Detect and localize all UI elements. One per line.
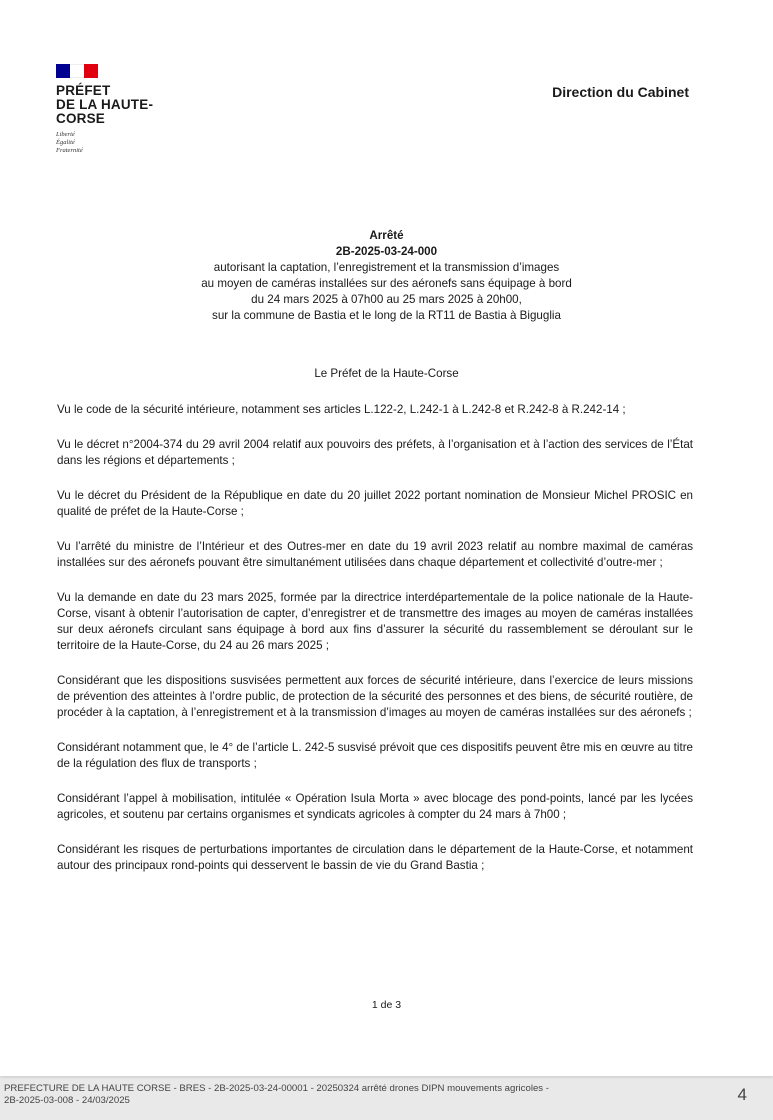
decree-body [57,402,693,893]
decree-subtitle-line: autorisant la captation, l’enregistrement et la transmission d’images [213,261,560,274]
paragraph: Considérant l’appel à mobilisation, intitulée « Opération Isula Morta » avec blocage des pond-points, lancé par les lycées agricoles, et soutenu par certains organismes et syndicats agricoles à compter du 24 mars à 7h00 ; [57,792,693,821]
prefecture-name: PRÉFET DE LA HAUTE- CORSE [56,83,154,126]
paragraph: Vu l’arrêté du ministre de l’Intérieur et des Outres-mer en date du 19 avril 2023 relatif au nombre maximal de caméras installées sur des aéronefs pouvant être simultanément utilisées dans chaque département et collectivité d’outre-mer ; [57,540,693,569]
authority-line: Le Préfet de la Haute-Corse [314,367,459,380]
paragraph: Vu le décret du Président de la République en date du 20 juillet 2022 portant nomination de Monsieur Michel PROSIC en qualité de préfet de la Haute-Corse ; [57,489,693,518]
decree-title: Arrêté [369,229,404,242]
decree-subtitle-line: du 24 mars 2025 à 07h00 au 25 mars 2025 à 20h00, [251,293,522,306]
decree-subtitle-line: au moyen de caméras installées sur des aéronefs sans équipage à bord [201,277,572,290]
republic-motto: Liberté Égalité Fraternité [56,131,83,154]
paragraph: Vu le code de la sécurité intérieure, notamment ses articles L.122-2, L.242-1 à L.242-8 et R.242-8 à R.242-14 ; [57,403,626,416]
page-number: 1 de 3 [371,999,402,1011]
decree-subtitle-line: sur la commune de Bastia et le long de la RT11 de Bastia à Biguglia [212,309,561,322]
document-footer: PREFECTURE DE LA HAUTE CORSE - BRES - 2B-2025-03-24-00001 - 20250324 arrêté drones DIPN mouvements agricoles - 2B-2025-03-008 - 24/03/2025 [4,1083,549,1106]
decree-number: 2B-2025-03-24-000 [335,245,438,258]
paragraph: Vu la demande en date du 23 mars 2025, formée par la directrice interdépartementale de la police nationale de la Haute-Corse, visant à obtenir l’autorisation de capter, d’enregistrer et de transmettre des images au moyen de caméras installées sur deux aéronefs circulant sans équipage à bord aux fins d’assurer la sécurité du rassemblement se déroulant sur le territoire de la Haute-Corse, du 24 au 26 mars 2025 ; [57,591,693,652]
footer-page-number: 4 [737,1085,747,1104]
paragraph: Considérant les risques de perturbations importantes de circulation dans le département de la Haute-Corse, et notamment autour des principaux rond-points qui desservent le bassin de vie du Grand Bastia ; [57,843,693,872]
paragraph: Vu le décret n°2004-374 du 29 avril 2004 relatif aux pouvoirs des préfets, à l’organisation et à l’action des services de l’État dans les régions et départements ; [57,438,693,467]
republic-logo [56,64,176,155]
paragraph: Considérant que les dispositions susvisées permettent aux forces de sécurité intérieure, dans l’exercice de leurs missions de prévention des atteintes à l’ordre public, de protection de la sécurité des personnes et des biens, de sécurité routière, de procéder à la captation, à l’enregistrement et à la transmission d’images au moyen de caméras installées sur des aéronefs ; [57,674,693,719]
french-flag-icon [56,64,98,78]
decree-heading [0,228,773,324]
direction-label: Direction du Cabinet [552,84,689,100]
paragraph: Considérant notamment que, le 4° de l’article L. 242-5 susvisé prévoit que ces dispositifs peuvent être mis en œuvre au titre de la régulation des flux de transports ; [57,741,693,770]
